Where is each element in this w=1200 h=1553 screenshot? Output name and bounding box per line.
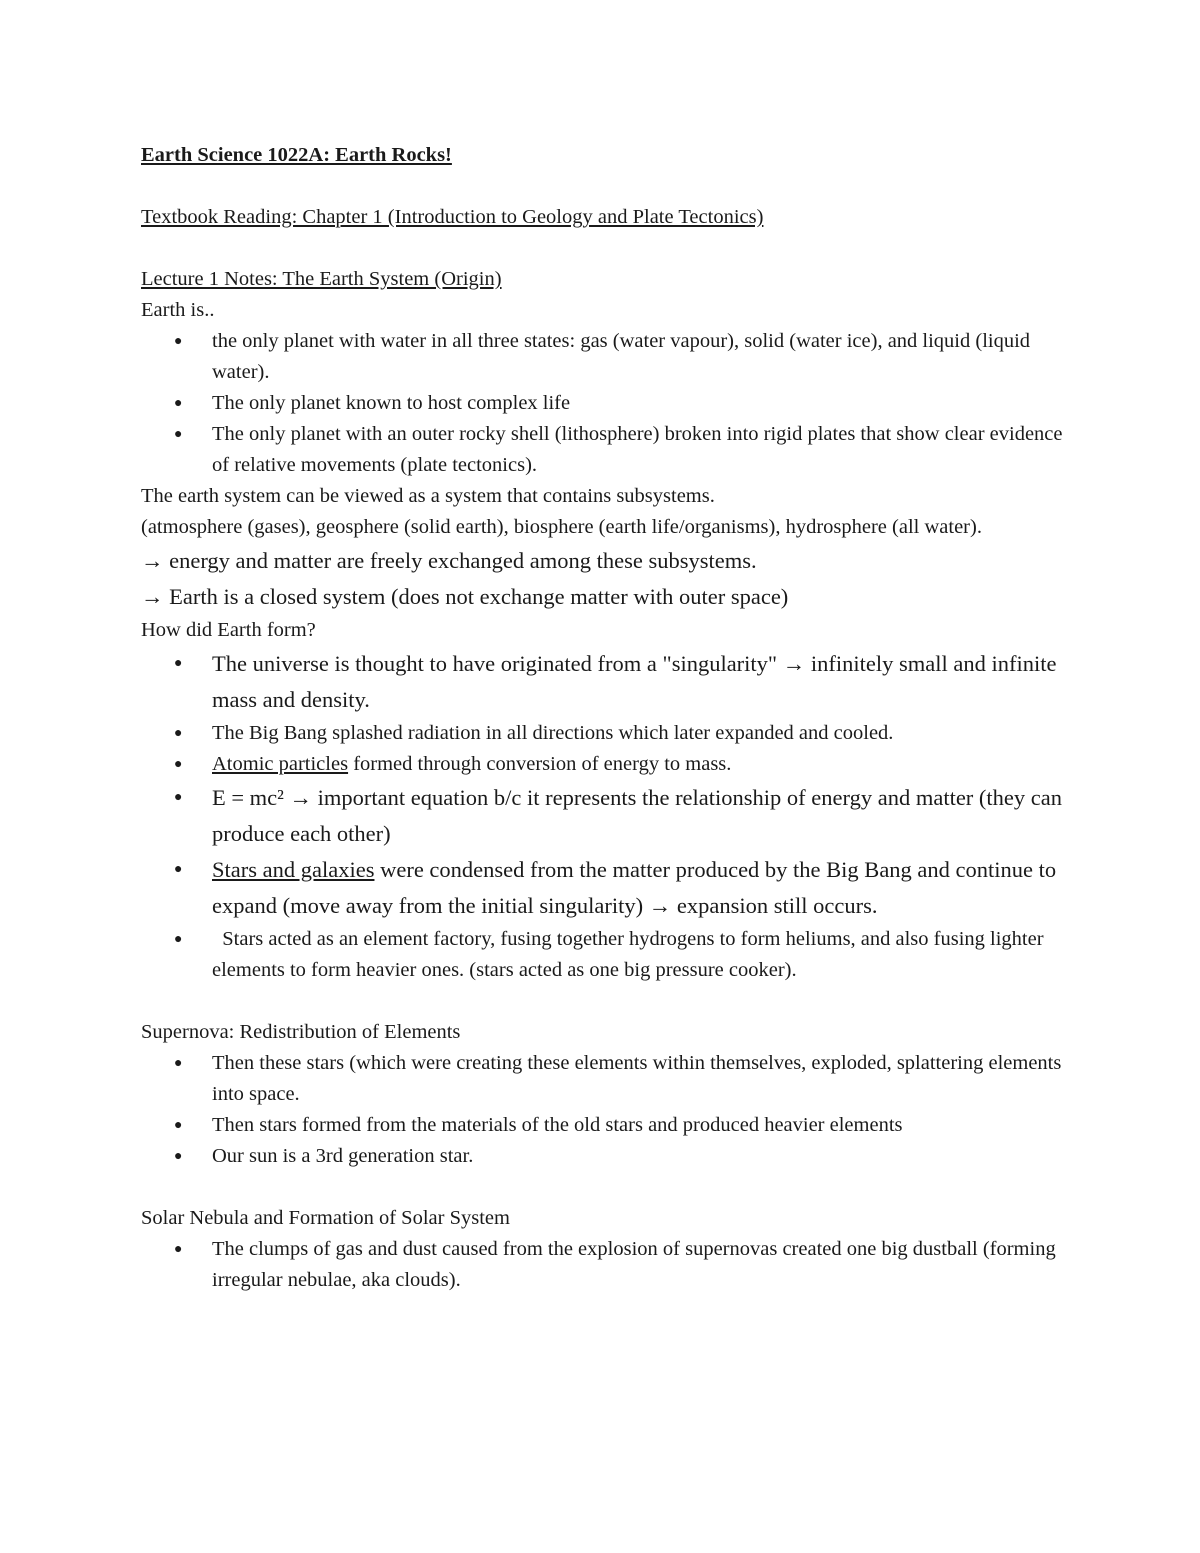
- list-item-text: The clumps of gas and dust caused from the explosion of supernovas created one big dustball (forming irregular nebulae, aka clouds).: [212, 1238, 1056, 1291]
- spacer: [141, 1172, 1071, 1203]
- formation-list: [141, 646, 1071, 986]
- nebula-list: [141, 1234, 1071, 1296]
- earth-is-list: [141, 326, 1071, 481]
- list-item-text: The only planet known to host complex life: [212, 392, 571, 414]
- list-item-text: the only planet with water in all three states: gas (water vapour), solid (water ice), and liquid (liquid water).: [212, 330, 1031, 383]
- list-item-text: Then stars formed from the materials of the old stars and produced heavier elements: [212, 1114, 903, 1136]
- bullet-icon: ●: [174, 1242, 183, 1257]
- list-item: [141, 718, 1071, 749]
- bullet-icon: ●: [174, 790, 183, 805]
- spacer: [141, 171, 1071, 202]
- list-item-text: E = mc² → important equation b/c it represents the relationship of energy and matter (they can produce each other): [212, 785, 1063, 846]
- list-item-text: formed through conversion of energy to mass.: [348, 753, 732, 775]
- bullet-icon: ●: [174, 427, 183, 442]
- list-item-text: were condensed from the matter produced by the Big Bang and continue to expand (move away from the initial singularity) → expansion still occurs.: [212, 857, 1057, 918]
- list-item: [141, 326, 1071, 388]
- supernova-heading: Supernova: Redistribution of Elements: [141, 1021, 461, 1043]
- bullet-icon: ●: [174, 726, 183, 741]
- list-item: [141, 749, 1071, 780]
- document-title: Earth Science 1022A: Earth Rocks!: [141, 144, 452, 166]
- list-item-text: The universe is thought to have originated from a "singularity" → infinitely small and infinite mass and density.: [212, 651, 1057, 712]
- subsystems-line: (atmosphere (gases), geosphere (solid earth), biosphere (earth life/organisms), hydrosphere (all water).: [141, 516, 982, 538]
- bullet-icon: ●: [174, 1118, 183, 1133]
- list-item: [141, 1110, 1071, 1141]
- underlined-term: Atomic particles: [212, 753, 349, 775]
- document-page: [141, 140, 1071, 1296]
- formation-question: How did Earth form?: [141, 619, 316, 641]
- bullet-icon: ●: [174, 334, 183, 349]
- list-item: [141, 646, 1071, 718]
- list-item-text: Stars acted as an element factory, fusing together hydrogens to form heliums, and also fusing lighter elements to form heavier ones. (stars acted as one big pressure cooker).: [212, 928, 1049, 981]
- system-line: The earth system can be viewed as a system that contains subsystems.: [141, 485, 715, 507]
- list-item-text: The only planet with an outer rocky shell (lithosphere) broken into rigid plates that show clear evidence of relative movements (plate tectonics).: [212, 423, 1063, 476]
- closed-system-line: → Earth is a closed system (does not exchange matter with outer space): [141, 584, 789, 609]
- list-item: [141, 419, 1071, 481]
- bullet-icon: ●: [174, 396, 183, 411]
- list-item: [141, 1048, 1071, 1110]
- spacer: [141, 986, 1071, 1017]
- list-item: [141, 1234, 1071, 1296]
- list-item: [141, 388, 1071, 419]
- nebula-heading: Solar Nebula and Formation of Solar System: [141, 1207, 510, 1229]
- list-item: [141, 852, 1071, 924]
- bullet-icon: ●: [174, 862, 183, 877]
- supernova-list: [141, 1048, 1071, 1172]
- exchange-line: → energy and matter are freely exchanged among these subsystems.: [141, 548, 757, 573]
- bullet-icon: ●: [174, 1056, 183, 1071]
- list-item: [141, 924, 1071, 986]
- lecture-heading: Lecture 1 Notes: The Earth System (Origin): [141, 268, 502, 290]
- list-item-text: Then these stars (which were creating these elements within themselves, exploded, splattering elements into space.: [212, 1052, 1062, 1105]
- spacer: [141, 233, 1071, 264]
- list-item-text: The Big Bang splashed radiation in all directions which later expanded and cooled.: [212, 722, 894, 744]
- underlined-term: Stars and galaxies: [212, 857, 375, 882]
- bullet-icon: ●: [174, 932, 183, 947]
- bullet-icon: ●: [174, 656, 183, 671]
- list-item-text: Our sun is a 3rd generation star.: [212, 1145, 474, 1167]
- textbook-reading: Textbook Reading: Chapter 1 (Introduction to Geology and Plate Tectonics): [141, 206, 764, 228]
- list-item: [141, 780, 1071, 852]
- earth-is-intro: Earth is..: [141, 299, 215, 321]
- bullet-icon: ●: [174, 757, 183, 772]
- list-item: [141, 1141, 1071, 1172]
- bullet-icon: ●: [174, 1149, 183, 1164]
